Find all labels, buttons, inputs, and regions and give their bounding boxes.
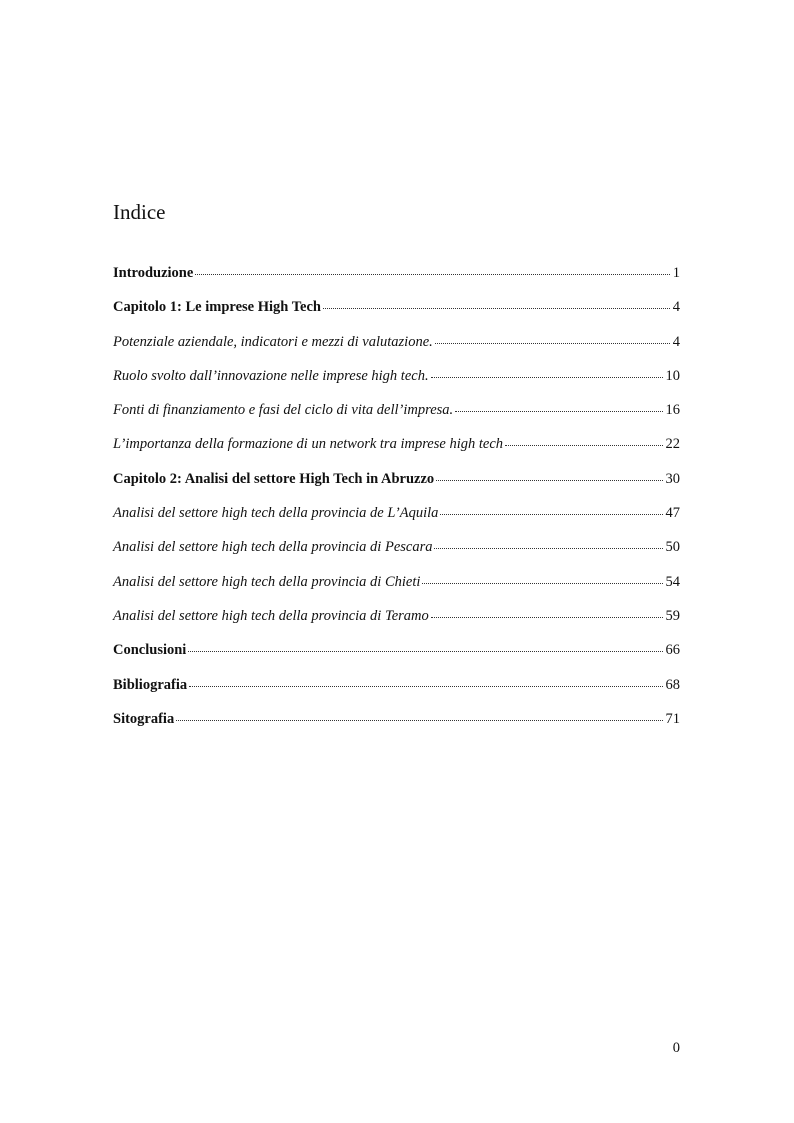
toc-entry-page: 50: [665, 539, 680, 556]
toc-leader-dots: [455, 400, 662, 414]
toc-entry[interactable]: [113, 365, 680, 399]
toc-entry-label: Capitolo 1: Le imprese High Tech: [113, 299, 321, 316]
toc-entry[interactable]: [113, 639, 680, 673]
toc-leader-dots: [431, 606, 663, 620]
toc-entry-label: Capitolo 2: Analisi del settore High Tech in Abruzzo: [113, 470, 435, 487]
toc-entry-label: Fonti di finanziamento e fasi del ciclo di vita dell’impresa.: [113, 402, 454, 419]
toc-leader-dots: [440, 503, 662, 517]
toc-entry-label: Analisi del settore high tech della provincia di Teramo: [113, 607, 429, 624]
toc-entry-page: 22: [665, 436, 680, 453]
toc-leader-dots: [434, 537, 662, 551]
toc-entry-label: Conclusioni: [113, 642, 187, 659]
toc-leader-dots: [436, 469, 662, 483]
toc-entry-page: 4: [672, 299, 680, 316]
toc-entry[interactable]: [113, 502, 680, 536]
toc-entry-page: 10: [665, 367, 680, 384]
toc-entry-page: 68: [665, 676, 680, 693]
toc-entry[interactable]: [113, 296, 680, 330]
toc-entry-page: 47: [665, 505, 680, 522]
toc-leader-dots: [435, 332, 670, 346]
toc-entry-label: L’importanza della formazione di un network tra imprese high tech: [113, 436, 503, 453]
toc-leader-dots: [189, 675, 662, 689]
toc-leader-dots: [188, 640, 662, 654]
table-of-contents: [113, 262, 680, 742]
toc-entry-label: Analisi del settore high tech della provincia de L’Aquila: [113, 505, 439, 522]
toc-entry-page: 71: [665, 710, 680, 727]
toc-entry-label: Sitografia: [113, 710, 175, 727]
toc-entry-page: 66: [665, 642, 680, 659]
page-title: Indice: [113, 200, 166, 224]
toc-entry-label: Potenziale aziendale, indicatori e mezzi di valutazione.: [113, 333, 433, 350]
toc-leader-dots: [422, 572, 662, 586]
toc-entry-label: Analisi del settore high tech della provincia di Chieti: [113, 573, 421, 590]
toc-entry[interactable]: [113, 262, 680, 296]
toc-entry-page: 59: [665, 607, 680, 624]
footer-page-number: 0: [672, 1040, 680, 1056]
toc-leader-dots: [176, 709, 662, 723]
toc-entry-label: Bibliografia: [113, 676, 188, 693]
toc-leader-dots: [195, 263, 669, 277]
toc-entry[interactable]: [113, 708, 680, 742]
toc-entry-page: 4: [672, 333, 680, 350]
toc-entry[interactable]: [113, 468, 680, 502]
toc-entry-label: Ruolo svolto dall’innovazione nelle imprese high tech.: [113, 367, 429, 384]
toc-entry-page: 16: [665, 402, 680, 419]
toc-entry[interactable]: [113, 571, 680, 605]
toc-leader-dots: [505, 434, 663, 448]
toc-entry[interactable]: [113, 536, 680, 570]
toc-entry-page: 1: [672, 265, 680, 281]
toc-leader-dots: [323, 297, 670, 311]
toc-entry[interactable]: [113, 674, 680, 708]
toc-entry-label: Analisi del settore high tech della provincia di Pescara: [113, 539, 433, 556]
toc-leader-dots: [431, 366, 663, 380]
toc-entry-label: Introduzione: [113, 265, 194, 281]
toc-entry[interactable]: [113, 605, 680, 639]
toc-entry[interactable]: [113, 399, 680, 433]
toc-entry[interactable]: [113, 433, 680, 467]
toc-entry-page: 54: [665, 573, 680, 590]
toc-entry-page: 30: [665, 470, 680, 487]
toc-entry[interactable]: [113, 331, 680, 365]
